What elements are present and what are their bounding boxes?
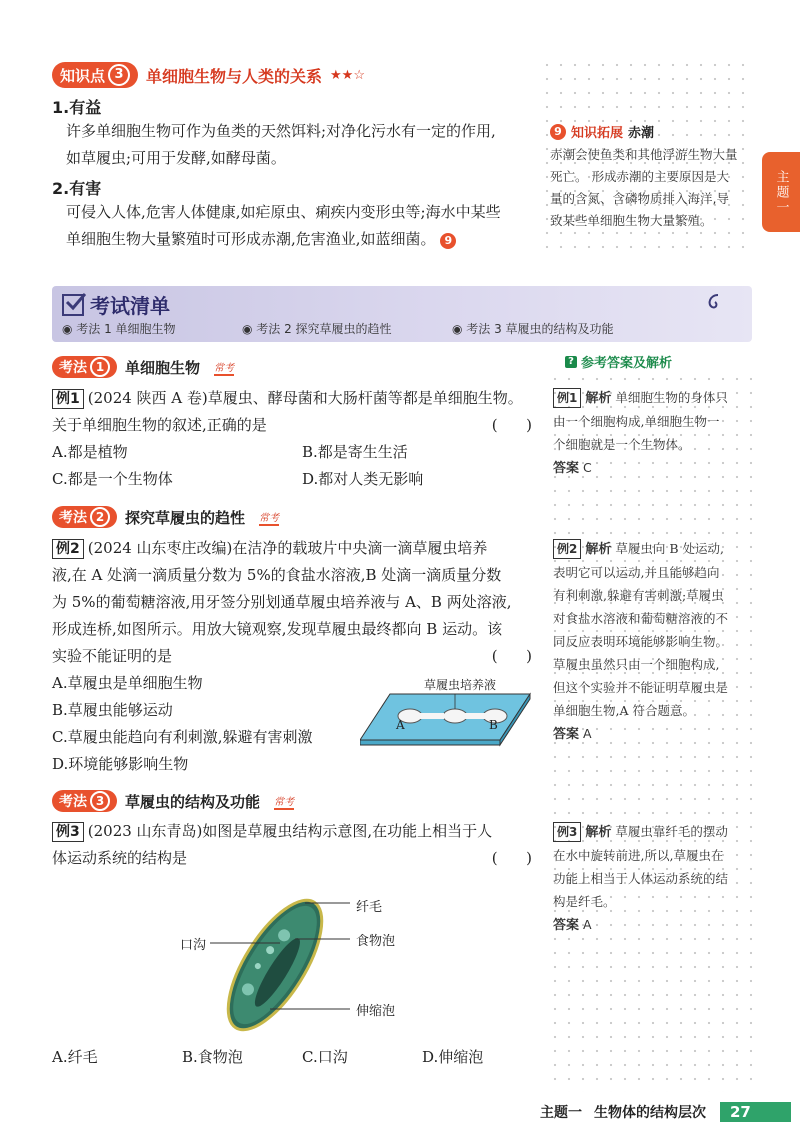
method3-header: 考法 3 草履虫的结构及功能 常考 (52, 790, 294, 812)
example1-label: 例1 (52, 389, 84, 409)
annotation-badge: 9 (440, 233, 456, 249)
benefit-heading: 1.有益 (52, 98, 102, 117)
method1-title: 单细胞生物 (125, 358, 201, 377)
side-tab: 主题一 (762, 152, 800, 232)
answer2: 例2 解析 草履虫向 B 处运动, 表明它可以运动,并且能够趋向 有利刺激,躲避有害刺激;草履虫 对食盐水溶液和葡萄糖溶液的不 同反应表明环境能够影响生物。 草履虫虽然只由一个细胞构成, 但这个实验并不能证明草履虫是 单细胞生物,A 符合题意。 答案 A (553, 541, 729, 742)
example3-options: A.纤毛 B.食物泡 C.口沟 D.伸缩泡 (52, 1048, 484, 1066)
fig-label-culture: 草履虫培养液 (424, 678, 497, 692)
extension-badge: 9 (550, 124, 566, 140)
answers-header: ? 参考答案及解析 (565, 352, 672, 371)
checkbox-icon (62, 294, 84, 316)
label-oral-groove: 口沟 (180, 938, 207, 953)
answer3: 例3 解析 草履虫靠纤毛的摆动 在水中旋转前进,所以,草履虫在 功能上相当于人体运动系统的结 构是纤毛。 答案 A (553, 824, 729, 933)
method1-header: 考法 1 单细胞生物 常考 (52, 356, 234, 378)
fig-label-b: B (489, 718, 498, 732)
difficulty-stars: ★★☆ (330, 67, 365, 83)
harm-text: 可侵入人体,危害人体健康,如疟原虫、痢疾内变形虫等;海水中某些 单细胞生物大量繁殖时可形成赤潮,危害渔业,如蓝细菌。 9 (66, 203, 501, 248)
extension-term: 赤潮 (628, 126, 655, 141)
extension-text: 赤潮会使鱼类和其他浮游生物大量 死亡。 形成赤潮的主要原因是大 量的含氮、含磷物质排入海洋,导 致某些单细胞生物大量繁殖。 (550, 147, 738, 228)
frequent-tag: 常考 (274, 793, 294, 810)
method2-header: 考法 2 探究草履虫的趋性 常考 (52, 506, 279, 528)
knowledge-point-title: 单细胞生物与人类的关系 (146, 66, 323, 86)
footer-title: 生物体的结构层次 (594, 1105, 706, 1121)
knowledge-point-number: 3 (108, 64, 130, 86)
harm-heading: 2.有害 (52, 179, 102, 198)
example3: 例3 (2023 山东青岛)如图是草履虫结构示意图,在功能上相当于人 体运动系统的结构是 ( ) (52, 822, 532, 867)
label-food-vacuole: 食物泡 (356, 934, 396, 949)
example3-label: 例3 (52, 822, 84, 842)
example2: 例2 (2024 山东枣庄改编)在洁净的载玻片中央滴一滴草履虫培养 液,在 A 处滴一滴质量分数为 5%的食盐水溶液,B 处滴一滴质量分数 为 5%的葡萄糖溶液,用牙签分别划通草履虫培养液与 A、B 两处溶液, 形成连桥,如图所示。用放大镜观察,发现草履虫最终都向 B 运动。该 实验不能证明的是 ( ) A.草履虫是单细胞生物 B.草履虫能够运动 C.草履虫能趋向有利刺激,躲避有害刺激 D.环境能够影响生物 (52, 539, 532, 773)
paramecium-diagram (180, 885, 420, 1045)
method3-title: 草履虫的结构及功能 (125, 792, 261, 811)
extension-label: 知识拓展 (571, 126, 624, 141)
label-cilia: 纤毛 (356, 900, 383, 915)
example1: 例1 (2024 陕西 A 卷)草履虫、酵母菌和大肠杆菌等都是单细胞生物。 关于单细胞生物的叙述,正确的是 ( ) A.都是植物 B.都是寄生生活 C.都是一个生物体 D.都对人类无影响 (52, 389, 532, 488)
exam-list-items: ◉ 考法 1 单细胞生物 ◉ 考法 2 探究草履虫的趋性 ◉ 考法 3 草履虫的结构及功能 (62, 322, 614, 336)
exam-list-banner (52, 286, 752, 342)
benefit-text: 许多单细胞生物可作为鱼类的天然饵料;对净化污水有一定的作用, 如草履虫;可用于发酵,如酵母菌。 (66, 122, 496, 167)
footer-theme: 主题一 (540, 1105, 582, 1121)
frequent-tag: 常考 (259, 509, 279, 526)
answer1: 例1 解析 单细胞生物的身体只 由一个细胞构成,单细胞生物一 个细胞就是一个生物体。 答案 C (553, 390, 728, 476)
knowledge-point-label: 知识点 (60, 66, 106, 85)
knowledge-extension (550, 122, 750, 232)
knowledge-point-pill (52, 62, 138, 88)
fig-label-a: A (396, 718, 405, 732)
knowledge-point-header (52, 62, 365, 88)
label-contractile-vacuole: 伸缩泡 (356, 1004, 396, 1019)
swirl-icon (704, 292, 724, 314)
method2-title: 探究草履虫的趋性 (125, 508, 246, 527)
key-icon: ? (565, 356, 577, 368)
exam-list-title: 考试清单 (90, 294, 170, 318)
frequent-tag: 常考 (214, 359, 234, 376)
footer (540, 1102, 791, 1122)
page-number: 27 (720, 1102, 791, 1122)
example2-label: 例2 (52, 539, 84, 559)
